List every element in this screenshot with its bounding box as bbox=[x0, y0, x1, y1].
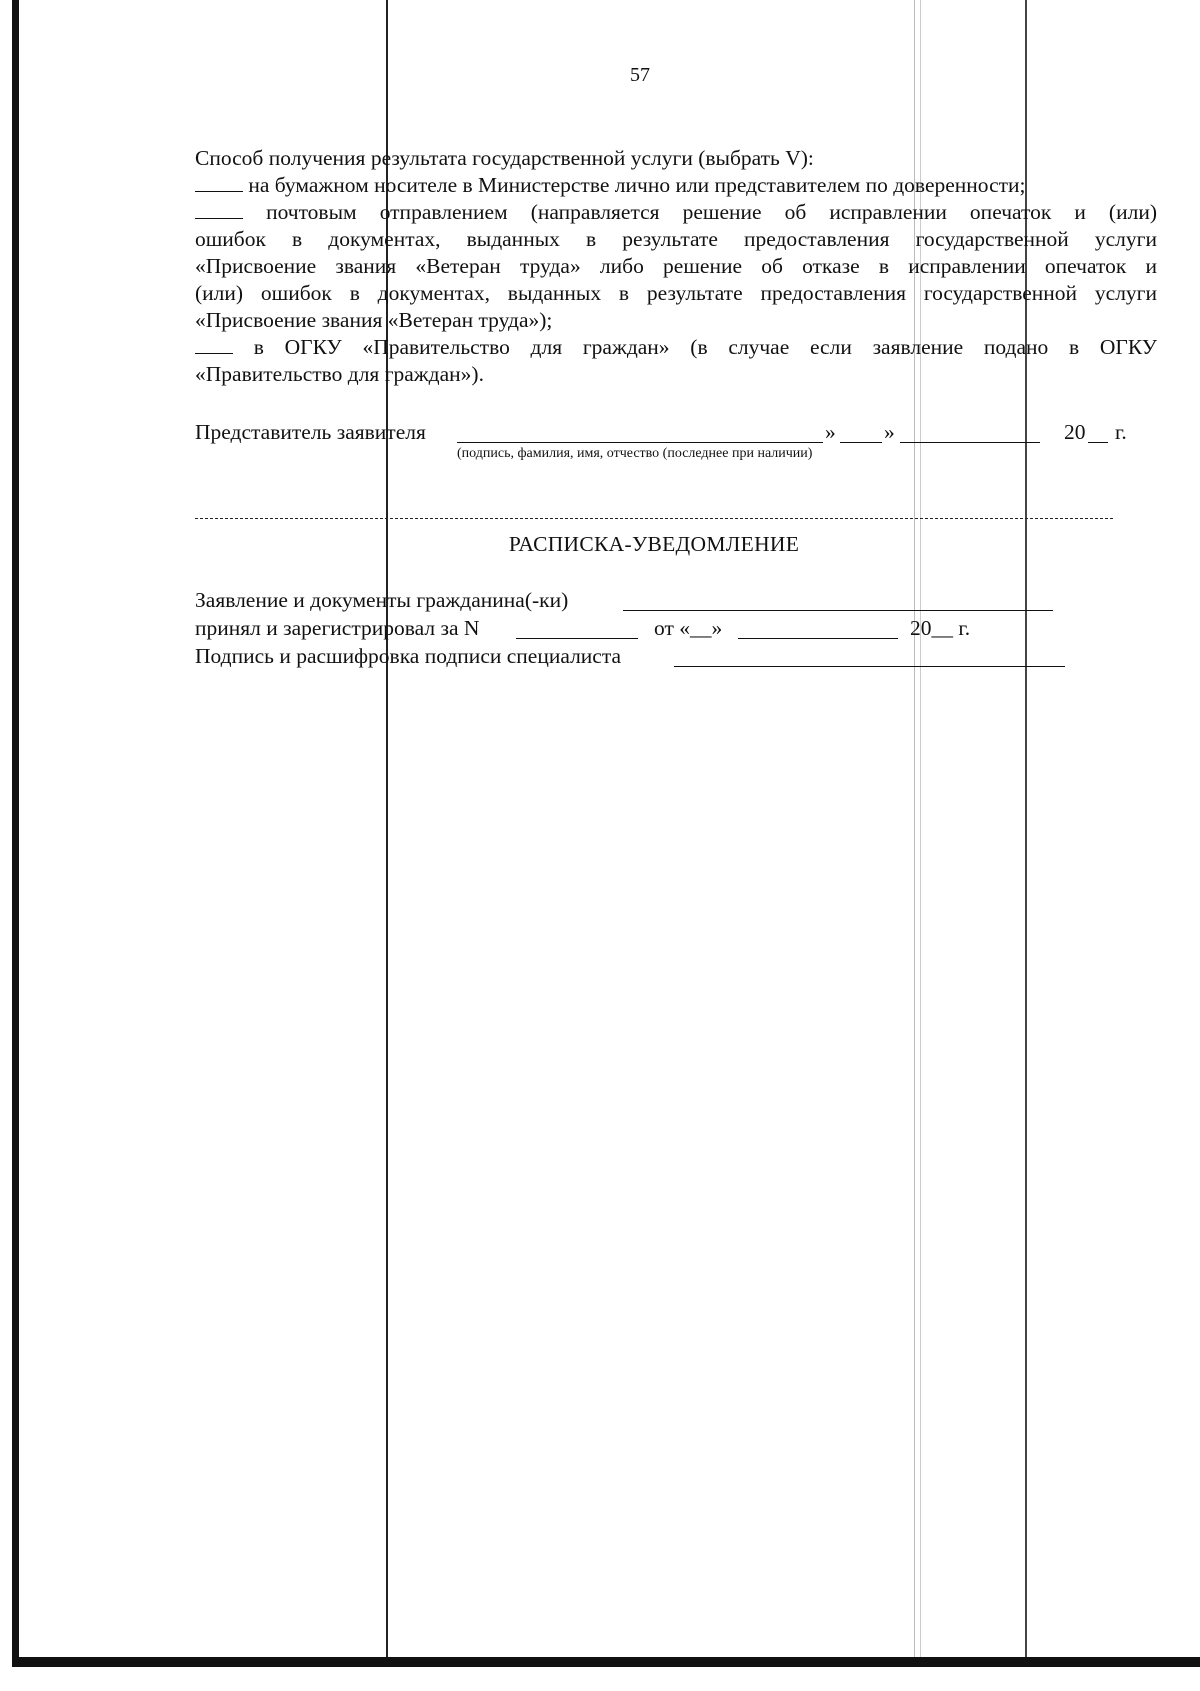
option-paper-text: на бумажном носителе в Министерстве лично или представителем по доверенности; bbox=[248, 173, 1026, 197]
result-method-section bbox=[195, 145, 1157, 388]
page-number: 57 bbox=[630, 64, 650, 86]
receipt-line bbox=[195, 588, 1115, 616]
specialist-signature-blank[interactable] bbox=[674, 666, 1065, 667]
option-mail-line bbox=[195, 199, 1157, 226]
receipt-applicant-label: Заявление и документы гражданина(-ки) bbox=[195, 588, 569, 612]
option-ogku-line bbox=[195, 334, 1157, 361]
registration-number-blank[interactable] bbox=[516, 638, 638, 639]
registered-label: принял и зарегистрировал за N bbox=[195, 616, 480, 640]
specialist-signature-label: Подпись и расшифровка подписи специалиста bbox=[195, 644, 622, 668]
cut-line bbox=[195, 518, 1113, 519]
option-mail-line: «Присвоение звания «Ветеран труда»); bbox=[195, 308, 553, 332]
applicant-name-blank[interactable] bbox=[623, 610, 1053, 611]
registered-date-label: от «__» bbox=[654, 616, 723, 640]
registered-year: 20__ г. bbox=[910, 616, 971, 640]
checkbox-blank[interactable] bbox=[195, 335, 233, 354]
checkbox-blank[interactable] bbox=[195, 200, 243, 219]
receipt-line bbox=[195, 616, 1115, 644]
scan-bottom-edge bbox=[12, 1657, 1200, 1667]
option-ogku-line: «Правительство для граждан»). bbox=[195, 362, 484, 386]
quote-mark: » bbox=[884, 420, 895, 444]
receipt-title: РАСПИСКА-УВЕДОМЛЕНИЕ bbox=[508, 532, 800, 556]
month-blank[interactable] bbox=[900, 442, 1040, 443]
signature-blank[interactable] bbox=[457, 442, 823, 443]
option-mail-text: почтовым отправлением (направляется решение об исправлении опечаток и (или) bbox=[266, 200, 1157, 224]
option-mail-line: ошибок в документах, выданных в результате предоставления государственной услуги bbox=[195, 227, 1157, 251]
registration-month-blank[interactable] bbox=[738, 638, 898, 639]
option-mail-line: «Присвоение звания «Ветеран труда» либо решение об отказе в исправлении опечаток и bbox=[195, 254, 1157, 278]
signature-caption: (подпись, фамилия, имя, отчество (последнее при наличии) bbox=[457, 446, 813, 461]
option-ogku-text: в ОГКУ «Правительство для граждан» (в случае если заявление подано в ОГКУ bbox=[253, 335, 1157, 359]
receipt-line bbox=[195, 644, 1115, 672]
quote-mark: » bbox=[825, 420, 836, 444]
checkbox-blank[interactable] bbox=[195, 173, 243, 192]
option-paper bbox=[195, 172, 1157, 199]
year-suffix: г. bbox=[1115, 420, 1127, 444]
method-heading: Способ получения результата государственной услуги (выбрать V): bbox=[195, 146, 814, 170]
year-prefix: 20 bbox=[1064, 420, 1086, 444]
scan-left-edge bbox=[12, 0, 19, 1660]
day-blank[interactable] bbox=[840, 442, 882, 443]
option-mail-line: (или) ошибок в документах, выданных в результате предоставления государственной услуги bbox=[195, 281, 1157, 305]
representative-label: Представитель заявителя bbox=[195, 420, 426, 444]
year-blank[interactable] bbox=[1088, 442, 1108, 443]
